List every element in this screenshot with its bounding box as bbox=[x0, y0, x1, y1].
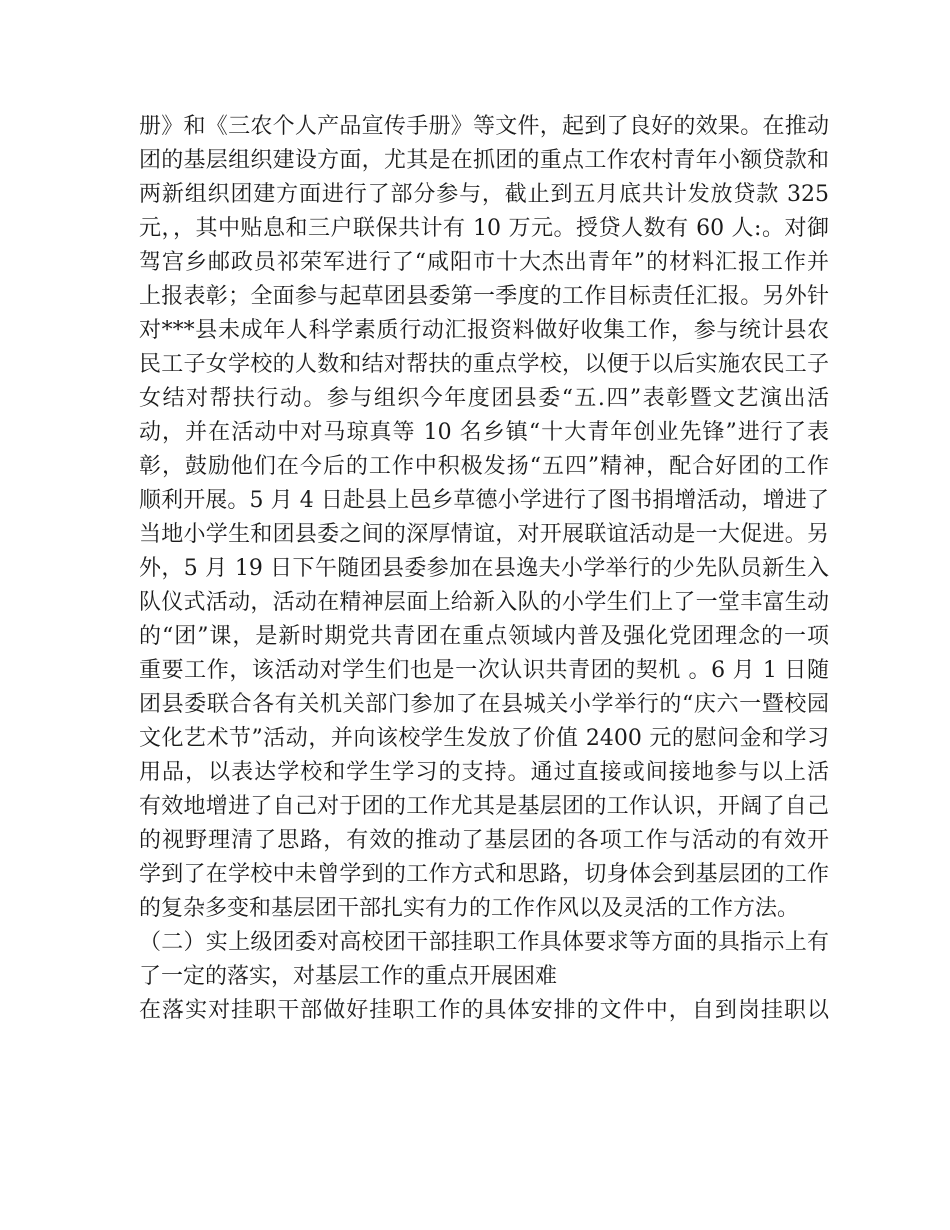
text-line: 彰，鼓励他们在今后的工作中积极发扬“五四”精神，配合好团的工作 bbox=[139, 454, 829, 479]
text-line: 文化艺术节”活动，并向该校学生发放了价值 2400 元的慰问金和学习 bbox=[139, 726, 829, 751]
text-line: 上报表彰；全面参与起草团县委第一季度的工作目标责任汇报。另外针 bbox=[139, 284, 829, 309]
text-line: 团的基层组织建设方面，尤其是在抓团的重点工作农村青年小额贷款和 bbox=[139, 148, 829, 173]
text-line: 的视野理清了思路，有效的推动了基层团的各项工作与活动的有效开 bbox=[139, 828, 829, 853]
text-line: 团县委联合各有关机关部门参加了在县城关小学举行的“庆六一暨校园 bbox=[139, 692, 829, 717]
section-heading: 了一定的落实，对基层工作的重点开展困难 bbox=[139, 964, 558, 989]
text-line: 用品，以表达学校和学生学习的支持。通过直接或间接地参与以上活 bbox=[139, 760, 829, 785]
text-line: 民工子女学校的人数和结对帮扶的重点学校，以便于以后实施农民工子 bbox=[139, 352, 829, 377]
text-line: 的复杂多变和基层团干部扎实有力的工作作风以及灵活的工作方法。 bbox=[139, 896, 800, 921]
text-line: 在落实对挂职干部做好挂职工作的具体安排的文件中，自到岗挂职以 bbox=[139, 998, 829, 1023]
text-line: 册》和《三农个人产品宣传手册》等文件，起到了良好的效果。在推动 bbox=[139, 114, 829, 139]
text-line: 重要工作，该活动对学生们也是一次认识共青团的契机 。6 月 1 日随 bbox=[139, 658, 829, 683]
text-line: 学到了在学校中未曾学到的工作方式和思路，切身体会到基层团的工作 bbox=[139, 862, 829, 887]
text-line: 动，并在活动中对马琼真等 10 名乡镇“十大青年创业先锋”进行了表 bbox=[139, 420, 829, 445]
text-line: 顺利开展。5 月 4 日赴县上邑乡草德小学进行了图书捐增活动，增进了 bbox=[139, 488, 829, 513]
text-line: 对***县未成年人科学素质行动汇报资料做好收集工作，参与统计县农 bbox=[139, 318, 829, 343]
text-line: 女结对帮扶行动。参与组织今年度团县委“五.四”表彰暨文艺演出活 bbox=[139, 386, 829, 411]
text-line: 当地小学生和团县委之间的深厚情谊，对开展联谊活动是一大促进。另 bbox=[139, 522, 829, 547]
text-line: 队仪式活动，活动在精神层面上给新入队的小学生们上了一堂丰富生动 bbox=[139, 590, 829, 615]
text-line: 元，，其中贴息和三户联保共计有 10 万元。授贷人数有 60 人:。对御 bbox=[139, 216, 829, 241]
text-line: 的“团”课，是新时期党共青团在重点领域内普及强化党团理念的一项 bbox=[139, 624, 829, 649]
text-line: 外，5 月 19 日下午随团县委参加在县逸夫小学举行的少先队员新生入 bbox=[139, 556, 829, 581]
text-line: 驾宫乡邮政员祁荣军进行了“咸阳市十大杰出青年”的材料汇报工作并 bbox=[139, 250, 829, 275]
body-text bbox=[139, 110, 829, 1028]
section-heading: （二）实上级团委对高校团干部挂职工作具体要求等方面的具指示上有 bbox=[139, 930, 829, 955]
text-line: 有效地增进了自己对于团的工作尤其是基层团的工作认识，开阔了自己 bbox=[139, 794, 829, 819]
text-line: 两新组织团建方面进行了部分参与，截止到五月底共计发放贷款 325 bbox=[139, 182, 829, 207]
